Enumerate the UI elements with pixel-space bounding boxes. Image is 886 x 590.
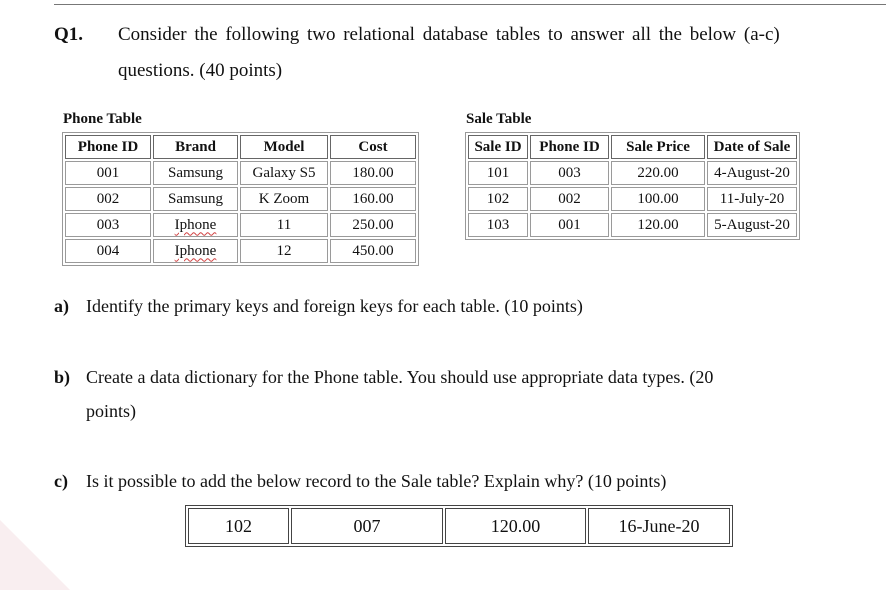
part-c-text: Is it possible to add the below record to the Sale table? Explain why? (10 points) [86, 471, 667, 491]
sale-table [465, 132, 800, 240]
header-cell: Sale ID [468, 135, 528, 159]
table-cell: 5-August-20 [707, 213, 797, 237]
header-cell: Sale Price [611, 135, 705, 159]
part-a [54, 296, 583, 317]
table-cell: 11 [240, 213, 328, 237]
part-a-label: a) [54, 296, 69, 316]
table-cell: 002 [530, 187, 609, 211]
table-row [188, 508, 730, 544]
table-row [65, 161, 416, 185]
header-cell: Phone ID [530, 135, 609, 159]
table-cell: 001 [65, 161, 151, 185]
table-cell: 12 [240, 239, 328, 263]
table-cell: 120.00 [611, 213, 705, 237]
table-cell: 450.00 [330, 239, 416, 263]
table-row [65, 187, 416, 211]
spellcheck-word: Iphone [174, 242, 217, 259]
table-cell: 101 [468, 161, 528, 185]
header-cell: Cost [330, 135, 416, 159]
table-cell: 220.00 [611, 161, 705, 185]
table-cell: Galaxy S5 [240, 161, 328, 185]
table-cell [153, 213, 238, 237]
table-cell: 102 [468, 187, 528, 211]
part-b [54, 367, 713, 388]
table-cell: 100.00 [611, 187, 705, 211]
part-b-text: Create a data dictionary for the Phone table. You should use appropriate data types. (20 [86, 367, 714, 387]
table-cell: 160.00 [330, 187, 416, 211]
table-cell: Samsung [153, 187, 238, 211]
sale-table-header-row [468, 135, 797, 159]
table-cell: 004 [65, 239, 151, 263]
record-cell: 16-June-20 [588, 508, 730, 544]
table-row [468, 161, 797, 185]
part-c [54, 471, 666, 492]
part-a-text: Identify the primary keys and foreign keys for each table. (10 points) [86, 296, 583, 316]
table-cell: 103 [468, 213, 528, 237]
phone-table-header-row [65, 135, 416, 159]
spellcheck-word: Iphone [174, 216, 217, 233]
corner-decoration [0, 520, 70, 590]
part-c-label: c) [54, 471, 68, 491]
table-cell: K Zoom [240, 187, 328, 211]
top-rule [54, 4, 886, 5]
record-cell: 120.00 [445, 508, 586, 544]
phone-table-caption: Phone Table [63, 111, 142, 127]
table-row [468, 213, 797, 237]
question-text-line1: Consider the following two relational database tables to answer all the below (a-c) [118, 24, 780, 45]
sale-table-caption: Sale Table [466, 111, 532, 127]
header-cell: Model [240, 135, 328, 159]
table-cell: 250.00 [330, 213, 416, 237]
table-row [65, 239, 416, 263]
record-cell: 007 [291, 508, 443, 544]
table-cell: Samsung [153, 161, 238, 185]
table-cell: 001 [530, 213, 609, 237]
table-row [468, 187, 797, 211]
new-record-table [185, 505, 733, 547]
table-cell: 003 [530, 161, 609, 185]
question-text-line2: questions. (40 points) [118, 60, 283, 81]
table-row [65, 213, 416, 237]
question-number: Q1. [54, 24, 84, 45]
part-b-text-continued: points) [86, 401, 137, 421]
table-cell: 4-August-20 [707, 161, 797, 185]
table-cell: 11-July-20 [707, 187, 797, 211]
part-b-label: b) [54, 367, 71, 387]
record-cell: 102 [188, 508, 289, 544]
table-cell: 003 [65, 213, 151, 237]
table-cell [153, 239, 238, 263]
table-cell: 180.00 [330, 161, 416, 185]
table-cell: 002 [65, 187, 151, 211]
phone-table [62, 132, 419, 266]
header-cell: Date of Sale [707, 135, 797, 159]
header-cell: Phone ID [65, 135, 151, 159]
header-cell: Brand [153, 135, 238, 159]
